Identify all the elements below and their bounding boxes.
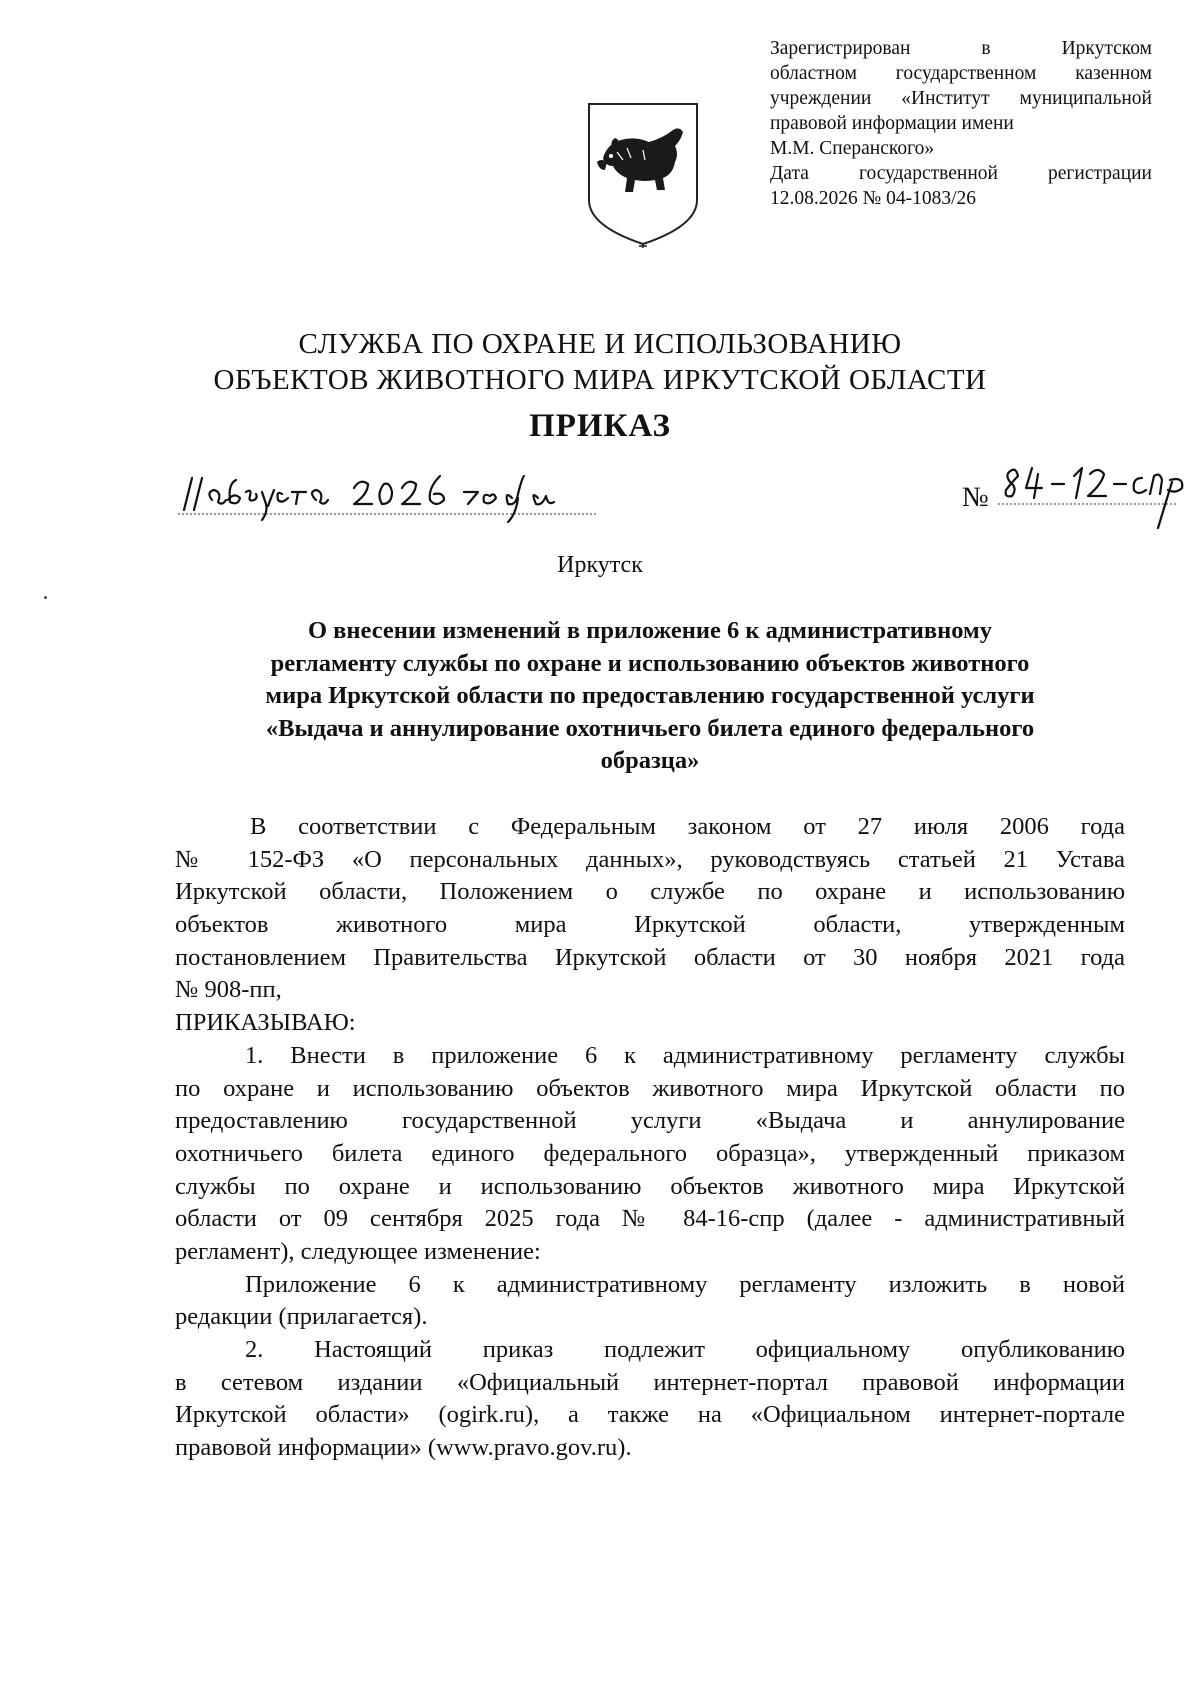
body-line: в сетевом издании «Официальный интернет-портал правовой информации <box>175 1368 1125 1396</box>
order-number-label: № <box>962 482 989 513</box>
body-line: объектов животного мира Иркутской области, утвержденным <box>175 911 1125 939</box>
registration-line: областном государственном казенном <box>770 63 1152 84</box>
irkutsk-coat-of-arms-icon <box>583 100 703 248</box>
body-line: редакции (прилагается). <box>175 1303 428 1331</box>
body-line: 2. Настоящий приказ подлежит официальному опубликованию <box>245 1336 1125 1363</box>
organization-title: СЛУЖБА ПО ОХРАНЕ И ИСПОЛЬЗОВАНИЮ <box>298 328 902 360</box>
registration-stamp <box>770 36 1152 211</box>
subject-line: О внесении изменений в приложение 6 к административному <box>308 617 992 644</box>
body-line: В соответствии с Федеральным законом от 27 июля 2006 года <box>250 813 1125 840</box>
body-line: предоставлению государственной услуги «Выдача и аннулирование <box>175 1107 1125 1135</box>
body-line: регламент), следующее изменение: <box>175 1237 541 1265</box>
body-line: Иркутской области, Положением о службе по охране и использованию <box>175 878 1125 906</box>
registration-line: Дата государственной регистрации <box>770 163 1152 184</box>
body-line: постановлением Правительства Иркутской области от 30 ноября 2021 года <box>175 943 1125 971</box>
body-line: Иркутской области» (ogirk.ru), а также на «Официальном интернет-портале <box>175 1401 1125 1429</box>
body-line: по охране и использованию объектов животного мира Иркутской области по <box>175 1074 1125 1102</box>
body-line: № 152-ФЗ «О персональных данных», руководствуясь статьей 21 Устава <box>175 845 1125 873</box>
body-line: Приложение 6 к административному регламенту изложить в новой <box>245 1270 1125 1298</box>
document-type: ПРИКАЗ <box>529 408 671 444</box>
order-subject <box>175 615 1125 778</box>
organization-title: ОБЪЕКТОВ ЖИВОТНОГО МИРА ИРКУТСКОЙ ОБЛАСТИ <box>213 364 987 396</box>
handwritten-order-number <box>998 460 1188 530</box>
subject-line: регламенту службы по охране и использованию объектов животного <box>270 649 1030 677</box>
scan-speck <box>44 596 47 599</box>
subject-line: мира Иркутской области по предоставлению государственной услуги <box>265 682 1035 709</box>
body-line: охотничьего билета единого федерального образца», утвержденный приказом <box>175 1139 1125 1167</box>
body-line: правовой информации» (www.pravo.gov.ru). <box>175 1434 632 1462</box>
body-line: № 908-пп, <box>175 976 282 1004</box>
handwritten-date <box>178 470 598 530</box>
subject-line: «Выдача и аннулирование охотничьего билета единого федерального <box>265 714 1035 742</box>
subject-line: образца» <box>600 747 700 774</box>
body-line: 1. Внести в приложение 6 к административному регламенту службы <box>245 1041 1125 1069</box>
registration-line: учреждении «Институт муниципальной <box>770 88 1152 109</box>
registration-line: М.М. Сперанского» <box>770 138 935 159</box>
registration-line: 12.08.2026 № 04-1083/26 <box>770 188 977 209</box>
registration-line: правовой информации имени <box>770 113 1014 134</box>
registration-line: Зарегистрирован в Иркутском <box>770 38 1152 59</box>
order-directive: ПРИКАЗЫВАЮ: <box>175 1009 356 1037</box>
city: Иркутск <box>557 552 643 578</box>
body-line: области от 09 сентября 2025 года № 84-16-спр (далее - административный <box>175 1205 1125 1233</box>
body-line: службы по охране и использованию объектов животного мира Иркутской <box>175 1172 1125 1200</box>
order-body <box>175 811 1125 1465</box>
